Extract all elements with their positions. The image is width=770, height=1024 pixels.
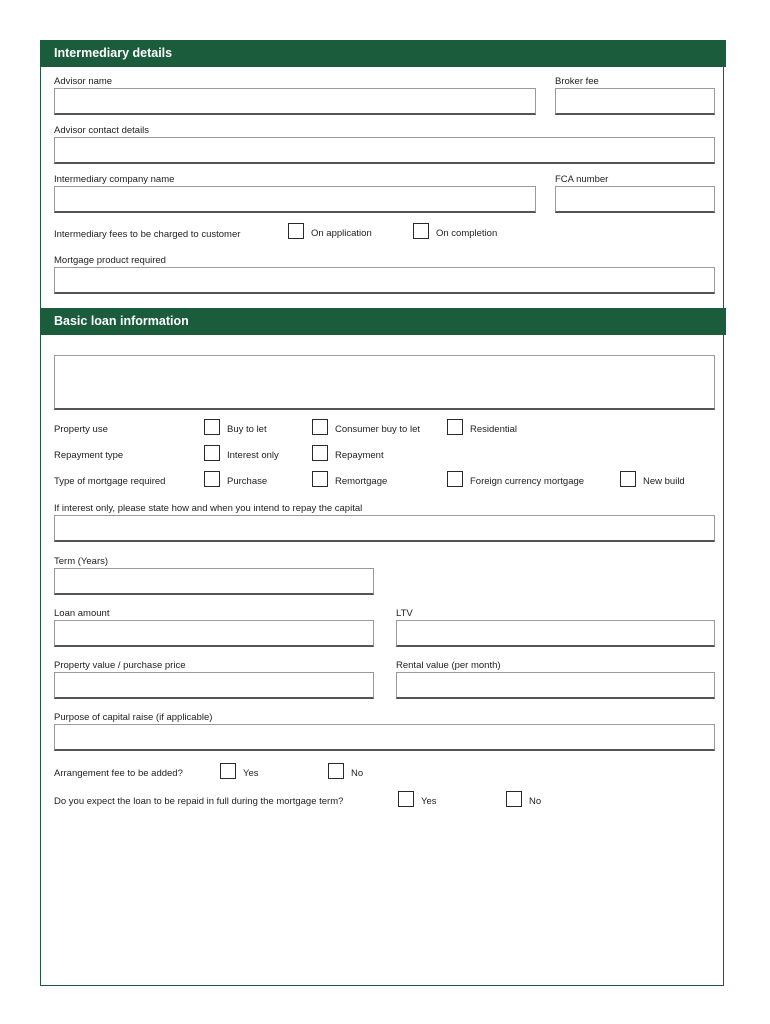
foreign-currency-checkbox[interactable] — [447, 471, 463, 487]
basic-loan-notes-field[interactable] — [54, 355, 715, 410]
term-label: Term (Years) — [54, 556, 109, 567]
consumer-buy-to-let-checkbox[interactable] — [312, 419, 328, 435]
property-value-label: Property value / purchase price — [54, 660, 186, 671]
foreign-currency-label: Foreign currency mortgage — [470, 476, 585, 487]
section-header-basic-loan: Basic loan information — [40, 308, 726, 335]
property-use-label: Property use — [54, 424, 108, 435]
interest-only-checkbox[interactable] — [204, 445, 220, 461]
fca-number-field[interactable] — [555, 186, 715, 213]
purchase-label: Purchase — [227, 476, 268, 487]
ltv-label: LTV — [396, 608, 413, 619]
on-completion-checkbox[interactable] — [413, 223, 429, 239]
on-application-checkbox[interactable] — [288, 223, 304, 239]
repaid-yes-checkbox[interactable] — [398, 791, 414, 807]
interest-only-label: Interest only — [227, 450, 279, 461]
remortgage-label: Remortgage — [335, 476, 388, 487]
new-build-label: New build — [643, 476, 685, 487]
repaid-yes-label: Yes — [421, 796, 437, 807]
section-header-intermediary: Intermediary details — [40, 40, 726, 67]
loan-amount-label: Loan amount — [54, 608, 110, 619]
broker-fee-label: Broker fee — [555, 76, 599, 87]
arrangement-fee-no-checkbox[interactable] — [328, 763, 344, 779]
repayment-type-label: Repayment type — [54, 450, 124, 461]
advisor-contact-field[interactable] — [54, 137, 715, 164]
on-completion-label: On completion — [436, 228, 498, 239]
repaid-question-label: Do you expect the loan to be repaid in full during the mortgage term? — [54, 796, 344, 807]
ltv-field[interactable] — [396, 620, 715, 647]
repayment-checkbox[interactable] — [312, 445, 328, 461]
consumer-buy-to-let-label: Consumer buy to let — [335, 424, 421, 435]
rental-value-label: Rental value (per month) — [396, 660, 501, 671]
product-required-field[interactable] — [54, 267, 715, 294]
capital-raise-field[interactable] — [54, 724, 715, 751]
residential-label: Residential — [470, 424, 517, 435]
property-value-field[interactable] — [54, 672, 374, 699]
loan-amount-field[interactable] — [54, 620, 374, 647]
on-application-label: On application — [311, 228, 372, 239]
term-field[interactable] — [54, 568, 374, 595]
fees-label: Intermediary fees to be charged to customer — [54, 229, 241, 240]
purchase-checkbox[interactable] — [204, 471, 220, 487]
product-required-label: Mortgage product required — [54, 255, 166, 266]
repaid-no-checkbox[interactable] — [506, 791, 522, 807]
remortgage-checkbox[interactable] — [312, 471, 328, 487]
repay-capital-field[interactable] — [54, 515, 715, 542]
advisor-name-label: Advisor name — [54, 76, 113, 87]
arrangement-fee-yes-label: Yes — [243, 768, 259, 779]
broker-fee-field[interactable] — [555, 88, 715, 115]
buy-to-let-label: Buy to let — [227, 424, 267, 435]
buy-to-let-checkbox[interactable] — [204, 419, 220, 435]
repaid-no-label: No — [529, 796, 542, 807]
advisor-contact-label: Advisor contact details — [54, 125, 150, 136]
company-name-field[interactable] — [54, 186, 536, 213]
new-build-checkbox[interactable] — [620, 471, 636, 487]
rental-value-field[interactable] — [396, 672, 715, 699]
arrangement-fee-no-label: No — [351, 768, 364, 779]
fca-number-label: FCA number — [555, 174, 609, 185]
advisor-name-field[interactable] — [54, 88, 536, 115]
arrangement-fee-label: Arrangement fee to be added? — [54, 768, 183, 779]
capital-raise-label: Purpose of capital raise (if applicable) — [54, 712, 213, 723]
residential-checkbox[interactable] — [447, 419, 463, 435]
arrangement-fee-yes-checkbox[interactable] — [220, 763, 236, 779]
mortgage-type-label: Type of mortgage required — [54, 476, 166, 487]
repayment-label: Repayment — [335, 450, 384, 461]
interest-only-question-label: If interest only, please state how and when you intend to repay the capital — [54, 503, 363, 514]
company-name-label: Intermediary company name — [54, 174, 175, 185]
